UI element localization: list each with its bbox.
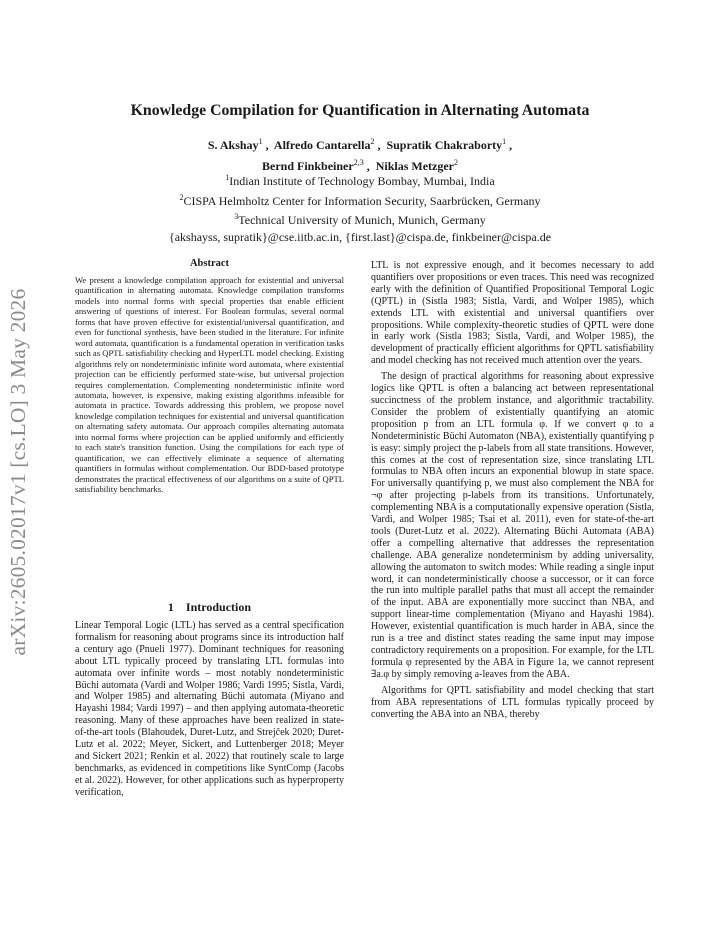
section-number: 1 [167, 600, 174, 614]
author-name: Alfredo Cantarella [273, 138, 371, 152]
paragraph: Linear Temporal Logic (LTL) has served as a central specification formalism for reasoning about programs since its introduction half a century ago (Pnueli 1977). Dominant techniques for reasoning about LTL typically proceed by translating LTL formulas into automata over infinite words – most notably nondeterministic Büchi automata (Vardi and Wolper 1986; Vardi 1995; Sistla, Vardi, and Wolper 1985) and alternating Büchi automata (Miyano and Hayashi 1984; Vardi 1997) – and then applying automata-theoretic reasoning. Many of these approaches have been realized in state-of-the-art tools (Blahoudek, Duret-Lutz, and Strejček 2020; Duret-Lutz et al. 2022; Meyer, Sickert, and Luttenberger 2018; Meyer and Sickert 2021; Renkin et al. 2022) that routinely scale to large benchmarks, as evidenced in competitions like SyntComp (Jacobs et al. 2022). However, for other applications such as hyperproperty verification, [75, 620, 344, 798]
section-heading [75, 600, 344, 615]
author-affil-mark: 1 [502, 137, 507, 146]
affiliation-list [0, 170, 720, 245]
abstract-heading: Abstract [189, 258, 230, 269]
author-line-2: Bernd Finkbeiner$^{2,3}$ , Niklas Metzger$^2$ [262, 158, 458, 173]
introduction-left-column [75, 620, 344, 799]
author-name: Supratik Chakraborty [386, 138, 503, 152]
author-name: Niklas Metzger [375, 159, 454, 173]
arxiv-side-stamp: arXiv:2605.02017v1 [cs.LO] 3 May 2026 [6, 288, 30, 656]
author-affil-mark: 2,3 [353, 158, 364, 167]
affiliation: $^1$Indian Institute of Technology Bombay, Mumbai, India [225, 173, 495, 188]
paper-title: Knowledge Compilation for Quantification in Alternating Automata [130, 102, 590, 119]
abstract-body: We present a knowledge compilation approach for existential and universal quantification in alternating automata. Knowledge compilation transforms models into normal forms with special properties that enable efficient answering of questions of interest. For Boolean formulas, several normal forms that have proven effective for existential/universal quantification, and even for functional synthesis, have been studied in the literature. For infinite word automata, quantification is a fundamental operation in verification tasks such as QPTL satisfiability checking and HyperLTL model checking. Existing algorithms rely on nondeterministic infinite word automata, where existential projection can be efficiently performed state-wise, but universal projection requires complementation. Complementing nondeterministic infinite word automata, however, is expensive, making existing algorithms infeasible for automata in practice. Towards addressing this problem, we propose novel knowledge compilation techniques for existential and universal quantification on alternating safety automata. Our approach compiles alternating automata into normal forms where projection can be applied uniformly and efficiently to each state's transition function. Using the compilations for each type of quantification, we can effectively eliminate a sequence of alternating quantifiers in formulas without complementation. Our BDD-based prototype demonstrates the practical effectiveness of our algorithms on a suite of QPTL satisfiability benchmarks. [75, 275, 344, 495]
paragraph: Algorithms for QPTL satisfiability and model checking that start from ABA representations of LTL formulas typically proceed by converting the ABA into an NBA, thereby [371, 684, 654, 720]
author-name: Bernd Finkbeiner [262, 159, 354, 173]
affiliation: $^3$Technical University of Munich, Munich, Germany [234, 212, 486, 227]
author-affil-mark: 2 [370, 137, 375, 146]
author-line-1: S. Akshay$^1$ , Alfredo Cantarella$^2$ , Supratik Chakraborty$^1$ , [207, 137, 513, 152]
author-list [0, 133, 720, 175]
right-column [371, 260, 654, 720]
author-name: S. Akshay [207, 138, 259, 152]
affiliation: $^2$CISPA Helmholtz Center for Information Security, Saarbrücken, Germany [179, 192, 541, 208]
author-affil-mark: 1 [258, 137, 263, 146]
author-affil-mark: 2 [454, 158, 458, 167]
email-line: {akshayss, supratik}@cse.iitb.ac.in, {first.last}@cispa.de, finkbeiner@cispa.de [168, 229, 552, 244]
paragraph: The design of practical algorithms for reasoning about expressive logics like QPTL is often a balancing act between representational succinctness of the problem instance, and algorithmic tractability. Consider the problem of existentially quantifying an atomic proposition p from an LTL formula φ. If we convert φ to a Nondeterministic Büchi Automaton (NBA), existentially quantifying p is easy: simply project the p-labels from all state transitions. However, this comes at the cost of representation size, since translating LTL formulas to NBA often incurs an exponential blowup in state space. For universally quantifying p, we must also complement the NBA for ¬φ after projecting p-labels from its transitions. Unfortunately, complementing NBA is a computationally expensive operation (Sistla, Vardi, and Wolper 1985; Tsai et al. 2011), even for state-of-the-art tools (Duret-Lutz et al. 2022). Alternating Büchi Automata (ABA) offer a compelling alternative that addresses the representation challenge. ABA generalize nondeterminism by adding universality, allowing the automaton to switch modes: While reading a single input word, it can nondeterministically choose a successor, or it can force the run into multiple parallel paths that must all accept the remainder of the input. ABA are exponentially more succinct than NBA, and support linear-time complementation (Miyano and Hayashi 1984). However, existential quantification is much harder in ABA, since the run is a tree and distinct states reading the same input may impose contradictory requirements on a proposition. For example, for the LTL formula φ represented by the ABA in Figure 1a, we cannot represent ∃a.φ by simply removing a-leaves from the ABA. [371, 371, 655, 680]
section-title: Introduction [185, 600, 252, 614]
paragraph: LTL is not expressive enough, and it becomes necessary to add quantifiers over propositions or even traces. This need was recognized early with the definition of Quantified Propositional Temporal Logic (QPTL) in (Sistla 1983; Sistla, Vardi, and Wolper 1985), which extends LTL with existential and universal quantifiers over propositions. While complexity-theoretic studies of QPTL were done in early work (Sistla 1983; Sistla, Vardi, and Wolper 1985), the development of practically efficient algorithms for QPTL satisfiability and model checking has not received much attention over the years. [371, 260, 654, 367]
